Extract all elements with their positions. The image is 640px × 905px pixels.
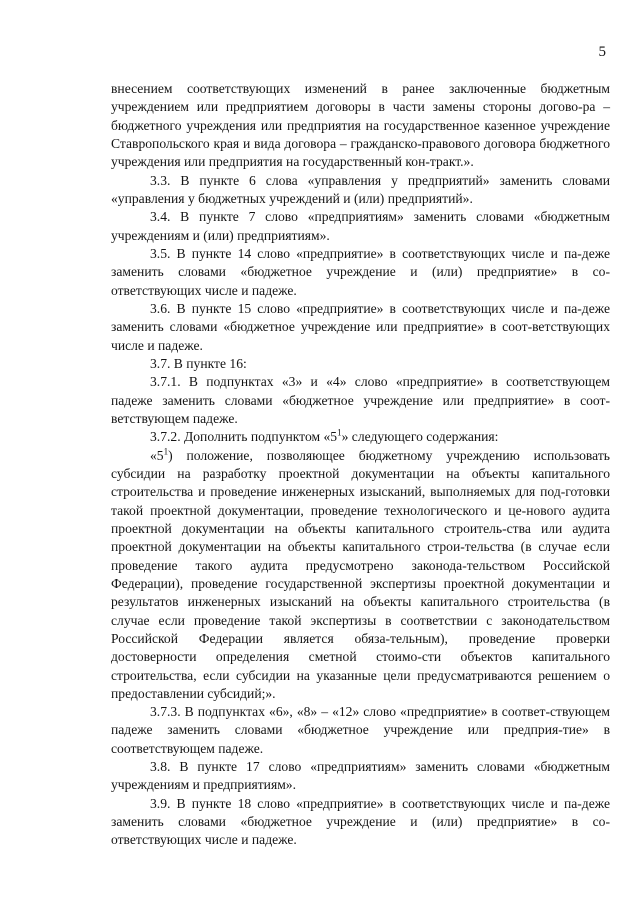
paragraph-3-8: 3.8. В пункте 17 слово «предприятиям» заменить словами «бюджетным учреждениям и предприятиям». [111,759,610,793]
page-number: 5 [598,44,606,60]
paragraph-3-7-2 [111,428,610,446]
paragraph-3-9: 3.9. В пункте 18 слово «предприятие» в соответствующих числе и па-деже заменить словами «бюджетное учреждение и (или) предприятие» в со-ответствующих числе и падеже. [111,795,610,848]
paragraph-3-7-2-text-start: 3.7.2. Дополнить подпунктом «5 [150,429,338,445]
subpoint-5-1-text-start: «5 [150,447,164,463]
superscript-index: 1 [163,446,169,457]
paragraph-3-7-3: 3.7.3. В подпунктах «6», «8» – «12» слово «предприятие» в соответ-ствующем падеже заменить словами «бюджетное учреждение или предприя-тие» в соответствующем падеже. [111,704,610,756]
subpoint-5-1-text-end: ) положение, позволяющее бюджетному учреждению использовать субсидии на разработку проектной документации на объекты капитального строительства и проведение инженерных изысканий, выполняемых для под-готовки такой проектной документации, проведение технологического и це-нового аудита проектной документации на объекты капитального строитель-ства или аудита проектной документации на объекты капитального строи-тельства (в случае если проведение такого аудита предусмотрено законода-тельством Российской Федерации), проведение государственной экспертизы проектной документации и результатов инженерных изысканий на объекты капитального строительства (в случае если проведение такой экспертизы в соответствии с законодательством Российской Федерации является обяза-тельным), проведение проверки достоверности определения сметной стоимо-сти объектов капитального строительства, если субсидии на указанные цели предусматриваются решением о предоставлении субсидий;». [111,447,610,701]
paragraph-3-7-1: 3.7.1. В подпунктах «3» и «4» слово «предприятие» в соответствующем падеже заменить словами «бюджетное учреждение или предприятие» в соот-ветствующем падеже. [111,374,610,426]
paragraph-3-7-2-text-end: » следующего содержания: [341,429,499,445]
paragraph-3-4: 3.4. В пункте 7 слово «предприятиям» заменить словами «бюджетным учреждениям и (или) предприятиям». [111,209,610,243]
paragraph-subpoint-5-1 [111,447,610,704]
paragraph-3-5: 3.5. В пункте 14 слово «предприятие» в соответствующих числе и па-деже заменить словами «бюджетное учреждение и (или) предприятие» в со-ответствующих числе и падеже. [111,245,610,298]
paragraph-3-6: 3.6. В пункте 15 слово «предприятие» в соответствующих числе и па-деже заменить словами «бюджетное учреждение или предприятие» в соот-ветствующих числе и падеже. [111,300,610,353]
superscript-index: 1 [337,427,342,438]
paragraph-3-3: 3.3. В пункте 6 слова «управления у предприятий» заменить словами «управления у бюджетных учреждений и (или) предприятий». [111,172,610,206]
paragraph-3-7: 3.7. В пункте 16: [150,355,247,371]
document-body [111,80,610,850]
paragraph-continuation: внесением соответствующих изменений в ранее заключенные бюджетным учреждением или предприятием договоры в части замены стороны догово-ра – бюджетного учреждения или предприятия на государственное казенное учреждение Ставропольского края и вида договора – гражданско-правового договора бюджетного учреждения или предприятия на государственный кон-тракт.». [111,81,610,170]
